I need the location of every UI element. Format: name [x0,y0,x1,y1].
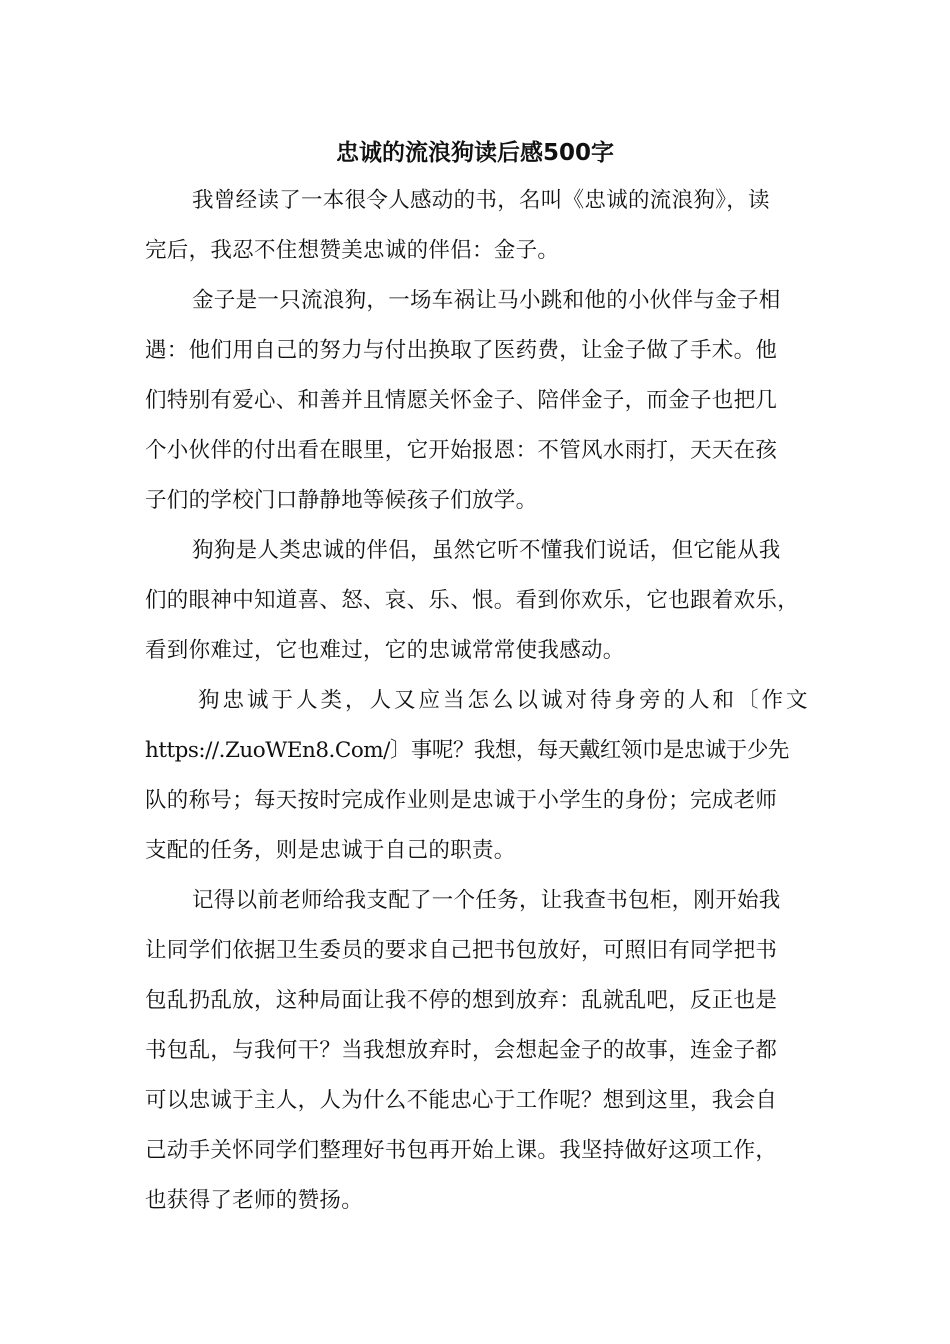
document-title: 忠诚的流浪狗读后感500字 [335,140,614,166]
paragraph-line: 狗忠诚于人类，人又应当怎么以诚对待身旁的人和〔作文 [198,688,811,713]
paragraph-line: 包乱扔乱放，这种局面让我不停的想到放弃：乱就乱吧，反正也是 [145,988,778,1013]
paragraph-line: 个小伙伴的付出看在眼里，它开始报恩：不管风水雨打，天天在孩 [145,438,778,463]
paragraph-line: 金子是一只流浪狗，一场车祸让马小跳和他的小伙伴与金子相 [192,288,781,313]
paragraph-line: https://.ZuoWEn8.Com/〕事呢？我想，每天戴红领巾是忠诚于少先 [145,738,789,763]
paragraph-line: 子们的学校门口静静地等候孩子们放学。 [145,488,538,513]
paragraph-line: 遇：他们用自己的努力与付出换取了医药费，让金子做了手术。他 [145,338,778,363]
paragraph-line: 记得以前老师给我支配了一个任务，让我查书包柜，刚开始我 [192,888,781,913]
paragraph-line: 己动手关怀同学们整理好书包再开始上课。我坚持做好这项工作， [145,1138,778,1163]
paragraph-line: 完后，我忍不住想赞美忠诚的伴侣：金子。 [145,238,560,263]
paragraph-line: 看到你难过，它也难过，它的忠诚常常使我感动。 [145,638,625,663]
paragraph-line: 支配的任务，则是忠诚于自己的职责。 [145,838,516,863]
paragraph-line: 也获得了老师的赞扬。 [145,1188,364,1213]
paragraph-line: 让同学们依据卫生委员的要求自己把书包放好，可照旧有同学把书 [145,938,778,963]
paragraph-line: 可以忠诚于主人，人为什么不能忠心于工作呢？想到这里，我会自 [145,1088,778,1113]
paragraph-line: 们特别有爱心、和善并且情愿关怀金子、陪伴金子，而金子也把几 [145,388,778,413]
paragraph-line: 们的眼神中知道喜、怒、哀、乐、恨。看到你欢乐，它也跟着欢乐， [145,588,800,613]
paragraph-line: 书包乱，与我何干？当我想放弃时，会想起金子的故事，连金子都 [145,1038,778,1063]
paragraph-line: 队的称号；每天按时完成作业则是忠诚于小学生的身份；完成老师 [145,788,778,813]
paragraph-line: 我曾经读了一本很令人感动的书，名叫《忠诚的流浪狗》，读 [192,188,770,213]
paragraph-line: 狗狗是人类忠诚的伴侣，虽然它听不懂我们说话，但它能从我 [192,538,781,563]
